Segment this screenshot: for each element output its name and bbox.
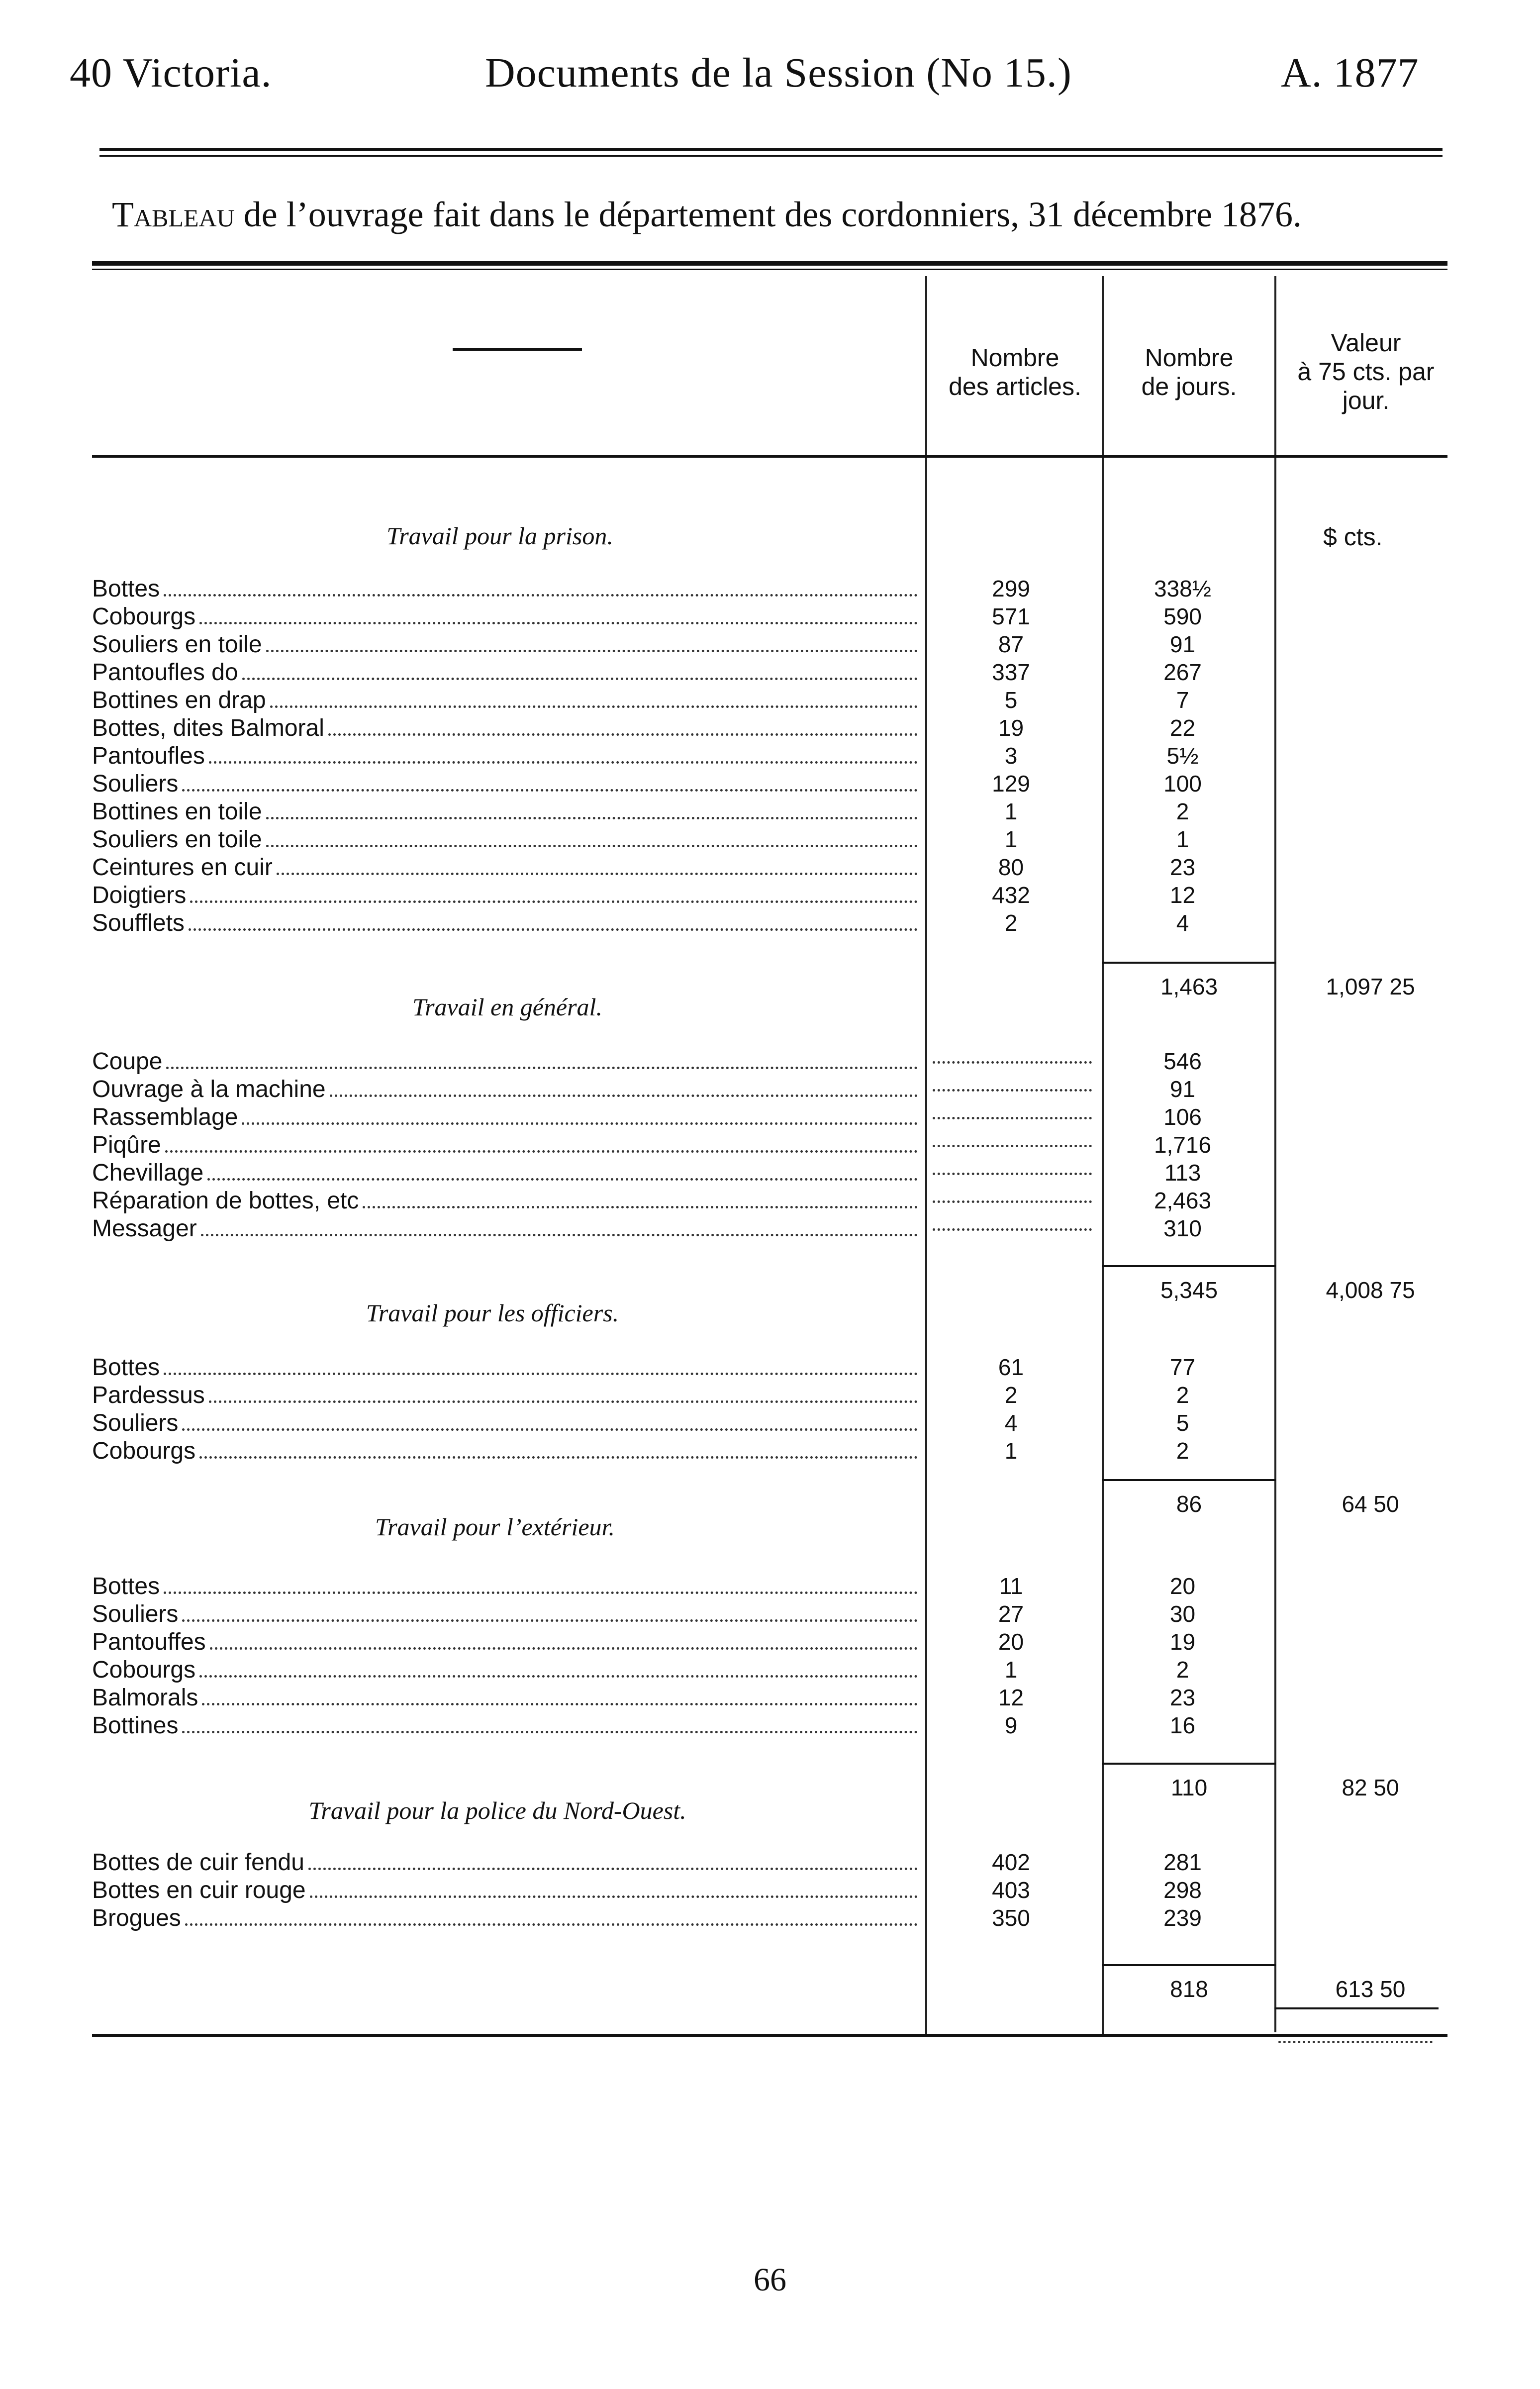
leader-dots — [201, 1234, 918, 1236]
row-days: 2 — [1176, 1382, 1189, 1408]
row-days: 338½ — [1154, 576, 1212, 601]
row-days: 298 — [1163, 1877, 1202, 1903]
row-label-text: Bottines en toile — [92, 798, 262, 825]
row-articles: 337 — [992, 659, 1030, 685]
row-label — [92, 1572, 918, 1600]
row-label — [92, 770, 918, 797]
row-articles: 1 — [1004, 826, 1018, 852]
section-total-value: 1,097 25 — [1326, 974, 1415, 999]
row-label — [92, 1103, 918, 1131]
page-number: 66 — [754, 2262, 786, 2298]
leader-dots — [202, 1703, 918, 1705]
table-row — [92, 1904, 1445, 1932]
row-label — [92, 1214, 918, 1242]
column-head-value-line2: à 75 cts. par — [1297, 358, 1435, 386]
row-label-text: Ceintures en cuir — [92, 854, 273, 881]
section-title: Travail pour la prison. — [386, 522, 613, 550]
section-total-value: 4,008 75 — [1326, 1277, 1415, 1303]
leader-dots — [266, 817, 918, 819]
row-articles: 3 — [1004, 743, 1018, 769]
leader-dots — [164, 1592, 918, 1594]
row-label — [92, 1848, 918, 1876]
running-header-right: A. 1877 — [1281, 50, 1419, 96]
header-rule-bottom — [99, 155, 1443, 157]
table-row — [92, 1131, 1445, 1159]
row-label — [92, 575, 918, 602]
row-days: 5½ — [1166, 743, 1199, 769]
row-articles: 129 — [992, 771, 1030, 796]
column-head-days-line1: Nombre — [1145, 344, 1234, 372]
row-days: 16 — [1169, 1712, 1196, 1738]
row-articles: 11 — [999, 1573, 1023, 1599]
leader-dots — [182, 1731, 918, 1733]
row-articles: 350 — [992, 1905, 1030, 1931]
leader-dots — [363, 1206, 918, 1208]
row-label-text: Pardessus — [92, 1382, 205, 1408]
table-row — [92, 1600, 1445, 1628]
row-label-text: Bottes — [92, 575, 160, 602]
row-days: 20 — [1169, 1573, 1196, 1599]
row-articles: 9 — [1004, 1712, 1018, 1738]
row-articles: 1 — [1004, 798, 1018, 824]
row-articles: 2 — [1004, 1382, 1018, 1408]
leader-dots — [182, 1428, 918, 1431]
table-row — [92, 909, 1445, 937]
section-total-value: 82 50 — [1342, 1775, 1399, 1800]
table-bottom-rule — [92, 2034, 1447, 2037]
leader-dots — [266, 845, 918, 847]
table-row — [92, 797, 1445, 825]
row-label — [92, 1656, 918, 1684]
subtotal-rule — [1102, 1964, 1276, 1966]
row-label-text: Bottines en drap — [92, 687, 266, 713]
column-head-value-line1: Valeur — [1331, 329, 1401, 357]
table-row — [92, 1103, 1445, 1131]
section-title: Travail en général. — [412, 993, 602, 1021]
row-days: 7 — [1176, 687, 1189, 713]
section-total-days: 86 — [1176, 1491, 1202, 1517]
leader-dots — [330, 1095, 918, 1097]
row-label — [92, 1047, 918, 1075]
row-days: 22 — [1169, 715, 1196, 741]
leader-dots — [277, 873, 918, 875]
leader-dots — [182, 1619, 918, 1622]
row-days: 19 — [1169, 1629, 1196, 1655]
row-label-text: Rassemblage — [92, 1103, 238, 1130]
row-days: 2 — [1176, 798, 1189, 824]
row-days: 310 — [1163, 1215, 1202, 1241]
row-label — [92, 1437, 918, 1465]
row-articles: 403 — [992, 1877, 1030, 1903]
row-label-text: Bottes — [92, 1573, 160, 1599]
row-articles: 20 — [998, 1629, 1024, 1655]
table-row — [92, 1047, 1445, 1075]
row-days: 2 — [1176, 1438, 1189, 1464]
row-days: 1,716 — [1154, 1132, 1212, 1158]
row-days: 239 — [1163, 1905, 1202, 1931]
table-row — [92, 853, 1445, 881]
row-days: 12 — [1169, 882, 1196, 908]
column-head-value-line3: jour. — [1342, 387, 1390, 414]
table-top-rule — [92, 261, 1447, 266]
row-articles: 432 — [992, 882, 1030, 908]
section-total-days: 5,345 — [1160, 1277, 1218, 1303]
row-label — [92, 630, 918, 658]
row-label-text: Soufflets — [92, 909, 185, 936]
row-articles: 299 — [992, 576, 1030, 601]
row-days: 23 — [1169, 1685, 1196, 1710]
row-label — [92, 602, 918, 630]
leader-dots — [242, 678, 918, 680]
row-label — [92, 1409, 918, 1437]
subtotal-rule — [1102, 962, 1276, 964]
row-label-text: Souliers — [92, 1600, 179, 1627]
row-label-text: Brogues — [92, 1904, 181, 1931]
column-head-dash — [453, 348, 582, 351]
leader-dots — [310, 1895, 918, 1898]
articles-dot-leader — [933, 1117, 1092, 1119]
section-total-days: 110 — [1170, 1775, 1208, 1800]
section-title: Travail pour les officiers. — [366, 1299, 619, 1327]
row-label — [92, 686, 918, 714]
row-label-text: Pantouffes — [92, 1628, 206, 1655]
row-label — [92, 1131, 918, 1159]
table-row — [92, 1381, 1445, 1409]
table-title-text: de l’ouvrage fait dans le département des cordonniers, 31 décembre 1876. — [234, 195, 1302, 234]
row-label — [92, 1381, 918, 1409]
section-total-days: 818 — [1170, 1976, 1208, 2002]
row-label — [92, 1600, 918, 1628]
row-articles: 80 — [998, 854, 1024, 880]
row-days: 77 — [1169, 1354, 1196, 1380]
row-articles: 4 — [1004, 1410, 1018, 1436]
table-row — [92, 1214, 1445, 1242]
table-row — [92, 686, 1445, 714]
row-articles: 12 — [998, 1685, 1024, 1710]
row-articles: 2 — [1004, 910, 1018, 936]
articles-dot-leader — [933, 1145, 1092, 1147]
row-label-text: Bottes de cuir fendu — [92, 1849, 304, 1876]
row-days: 2 — [1176, 1657, 1189, 1683]
row-label-text: Cobourgs — [92, 603, 196, 630]
table-row — [92, 1353, 1445, 1381]
currency-units: $ cts. — [1323, 523, 1383, 551]
row-label-text: Souliers — [92, 770, 179, 797]
row-label — [92, 1075, 918, 1103]
row-label-text: Chevillage — [92, 1159, 204, 1186]
row-label-text: Souliers en toile — [92, 826, 262, 853]
leader-dots — [209, 761, 918, 764]
subtotal-rule — [1102, 1763, 1276, 1765]
row-days: 546 — [1163, 1048, 1202, 1074]
row-days: 267 — [1163, 659, 1202, 685]
row-label-text: Bottes — [92, 1354, 160, 1381]
row-articles: 571 — [992, 603, 1030, 629]
leader-dots — [199, 622, 918, 624]
table-row — [92, 630, 1445, 658]
row-label — [92, 658, 918, 686]
leader-dots — [209, 1400, 918, 1403]
table-row — [92, 1409, 1445, 1437]
articles-dot-leader — [933, 1173, 1092, 1175]
row-label — [92, 853, 918, 881]
leader-dots — [189, 928, 918, 931]
table-row — [92, 1437, 1445, 1465]
articles-dot-leader — [933, 1061, 1092, 1064]
table-row — [92, 1684, 1445, 1711]
table-row — [92, 1187, 1445, 1214]
row-articles: 61 — [998, 1354, 1024, 1380]
row-label-text: Piqûre — [92, 1131, 161, 1158]
section-title: Travail pour l’extérieur. — [375, 1513, 615, 1541]
table-row — [92, 770, 1445, 797]
table-row — [92, 658, 1445, 686]
leader-dots — [242, 1122, 918, 1125]
row-label — [92, 1187, 918, 1214]
table-title-lead: Tableau — [112, 195, 235, 234]
section-title: Travail pour la police du Nord-Ouest. — [308, 1796, 686, 1824]
table-row — [92, 1572, 1445, 1600]
leader-dots — [185, 1923, 918, 1926]
leader-dots — [182, 789, 918, 792]
row-days: 281 — [1163, 1849, 1202, 1875]
row-days: 5 — [1176, 1410, 1189, 1436]
row-label-text: Souliers — [92, 1409, 179, 1436]
leader-dots — [164, 1373, 918, 1375]
running-header-center: Documents de la Session (No 15.) — [485, 50, 1072, 96]
leader-dots — [207, 1178, 918, 1181]
row-label — [92, 909, 918, 937]
row-label — [92, 881, 918, 909]
table-title — [112, 194, 1302, 235]
row-days: 91 — [1169, 631, 1196, 657]
row-label — [92, 1711, 918, 1739]
row-days: 113 — [1164, 1160, 1201, 1186]
row-label-text: Bottines — [92, 1712, 179, 1739]
row-days: 100 — [1163, 771, 1202, 796]
row-label — [92, 1159, 918, 1187]
row-articles: 5 — [1004, 687, 1018, 713]
row-label — [92, 1684, 918, 1711]
column-head-articles — [928, 343, 1102, 401]
row-label — [92, 714, 918, 742]
row-articles: 402 — [992, 1849, 1030, 1875]
row-label — [92, 1353, 918, 1381]
row-days: 91 — [1169, 1076, 1196, 1102]
row-label-text: Coupe — [92, 1048, 163, 1075]
table-row — [92, 602, 1445, 630]
header-rule-top — [99, 148, 1443, 151]
section-total-days: 1,463 — [1160, 974, 1218, 999]
leader-dots — [165, 1150, 918, 1153]
leader-dots — [308, 1868, 918, 1870]
leader-dots — [199, 1456, 918, 1459]
column-head-rule — [92, 455, 1447, 458]
running-header-left: 40 Victoria. — [70, 50, 272, 96]
leader-dots — [270, 705, 918, 708]
column-head-days-line2: de jours. — [1141, 373, 1237, 400]
row-label-text: Cobourgs — [92, 1656, 196, 1683]
row-label-text: Balmorals — [92, 1684, 198, 1711]
leader-dots — [199, 1675, 918, 1678]
row-days: 23 — [1169, 854, 1196, 880]
section-total-value: 613 50 — [1335, 1976, 1406, 2002]
column-head-value — [1276, 328, 1455, 415]
row-days: 2,463 — [1154, 1188, 1212, 1213]
table-row — [92, 714, 1445, 742]
column-head-articles-line1: Nombre — [970, 344, 1059, 372]
table-row — [92, 575, 1445, 602]
table-row — [92, 1159, 1445, 1187]
row-label — [92, 1904, 918, 1932]
table-row — [92, 825, 1445, 853]
table-row — [92, 1075, 1445, 1103]
row-articles: 19 — [998, 715, 1024, 741]
subtotal-rule — [1102, 1265, 1276, 1267]
row-label — [92, 1628, 918, 1656]
table-row — [92, 742, 1445, 770]
articles-dot-leader — [933, 1089, 1092, 1092]
row-label-text: Réparation de bottes, etc — [92, 1187, 359, 1214]
column-head-days — [1104, 343, 1274, 401]
row-label — [92, 742, 918, 770]
row-label-text: Cobourgs — [92, 1437, 196, 1464]
row-label-text: Messager — [92, 1215, 197, 1242]
row-label-text: Pantoufles — [92, 742, 205, 769]
row-label-text: Souliers en toile — [92, 631, 262, 658]
leader-dots — [328, 733, 918, 736]
section-total-value: 64 50 — [1342, 1491, 1399, 1517]
row-label-text: Bottes, dites Balmoral — [92, 714, 324, 741]
subtotal-rule — [1102, 1479, 1276, 1481]
table-row — [92, 1711, 1445, 1739]
row-articles: 1 — [1004, 1438, 1018, 1464]
row-label — [92, 797, 918, 825]
leader-dots — [266, 650, 918, 652]
row-days: 4 — [1176, 910, 1189, 936]
row-days: 106 — [1163, 1104, 1202, 1130]
articles-dot-leader — [933, 1228, 1092, 1231]
table-row — [92, 1656, 1445, 1684]
row-articles: 87 — [998, 631, 1024, 657]
leader-dots — [190, 900, 918, 903]
leader-dots — [164, 594, 918, 597]
row-label-text: Doigtiers — [92, 882, 187, 908]
row-label-text: Ouvrage à la machine — [92, 1076, 326, 1102]
row-label — [92, 1876, 918, 1904]
value-dotted-line — [1278, 2041, 1433, 2043]
table-row — [92, 1628, 1445, 1656]
table-row — [92, 881, 1445, 909]
row-days: 1 — [1176, 826, 1189, 852]
leader-dots — [210, 1647, 918, 1650]
row-label — [92, 825, 918, 853]
row-label-text: Bottes en cuir rouge — [92, 1877, 306, 1903]
table-row — [92, 1876, 1445, 1904]
leader-dots — [166, 1067, 918, 1069]
table-top-rule-thin — [92, 269, 1447, 270]
value-total-rule — [1274, 2007, 1439, 2009]
row-days: 590 — [1163, 603, 1202, 629]
column-head-articles-line2: des articles. — [949, 373, 1081, 400]
articles-dot-leader — [933, 1200, 1092, 1203]
row-articles: 1 — [1004, 1657, 1018, 1683]
table-row — [92, 1848, 1445, 1876]
row-label-text: Pantoufles do — [92, 659, 238, 686]
row-articles: 27 — [998, 1601, 1024, 1627]
row-days: 30 — [1169, 1601, 1196, 1627]
